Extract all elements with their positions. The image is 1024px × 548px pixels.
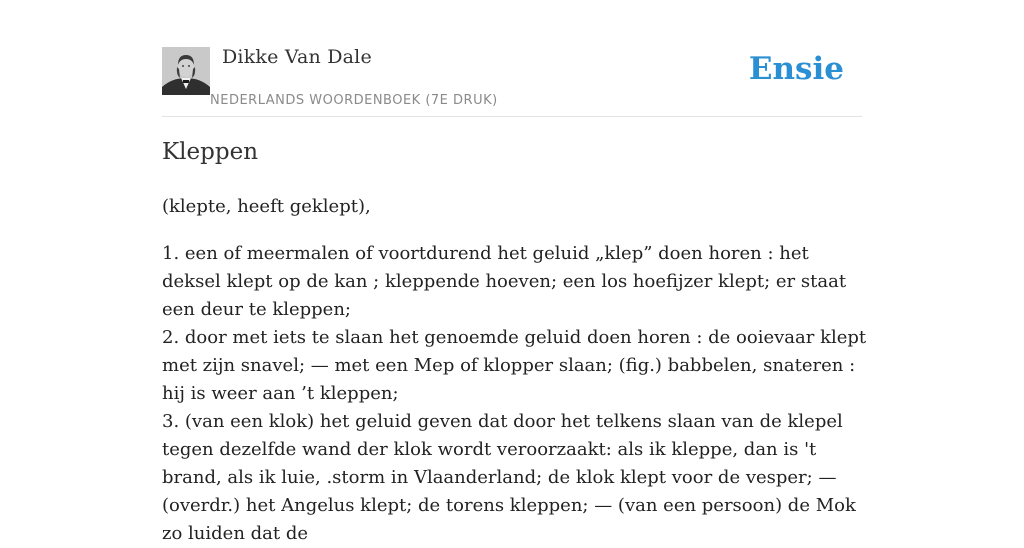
portrait-icon bbox=[162, 47, 210, 95]
author-name[interactable]: Dikke Van Dale bbox=[222, 46, 372, 68]
page-header bbox=[162, 44, 862, 117]
definition-list bbox=[162, 240, 867, 548]
definition-item: 3. (van een klok) het geluid geven dat door het telkens slaan van de klepel tegen dezelfde wand der klok wordt veroorzaakt: als ik kleppe, dan is 't brand, als ik luie, .storm in Vlaanderland; de klok klept voor de vesper; — (overdr.) het Angelus klept; de torens kleppen; — (van een persoon) de Mok zo luiden dat de bbox=[162, 411, 856, 544]
definition-item: 1. een of meermalen of voortdurend het geluid „klep” doen horen : het deksel klept op de kan ; kleppende hoeven; een los hoefijzer klept; er staat een deur te kleppen; bbox=[162, 243, 847, 320]
entry-inflection: (klepte, heeft geklept), bbox=[162, 196, 371, 217]
definition-item: 2. door met iets te slaan het genoemde geluid doen horen : de ooievaar klept met zijn snavel; — met een Mep of klopper slaan; (fig.) babbelen, snateren : hij is weer aan ’t kleppen; bbox=[162, 327, 867, 404]
entry-title: Kleppen bbox=[162, 139, 259, 165]
dictionary-source[interactable]: NEDERLANDS WOORDENBOEK (7E DRUK) bbox=[210, 93, 498, 108]
brand-logo[interactable]: Ensie bbox=[748, 51, 844, 87]
author-avatar[interactable] bbox=[162, 47, 210, 95]
